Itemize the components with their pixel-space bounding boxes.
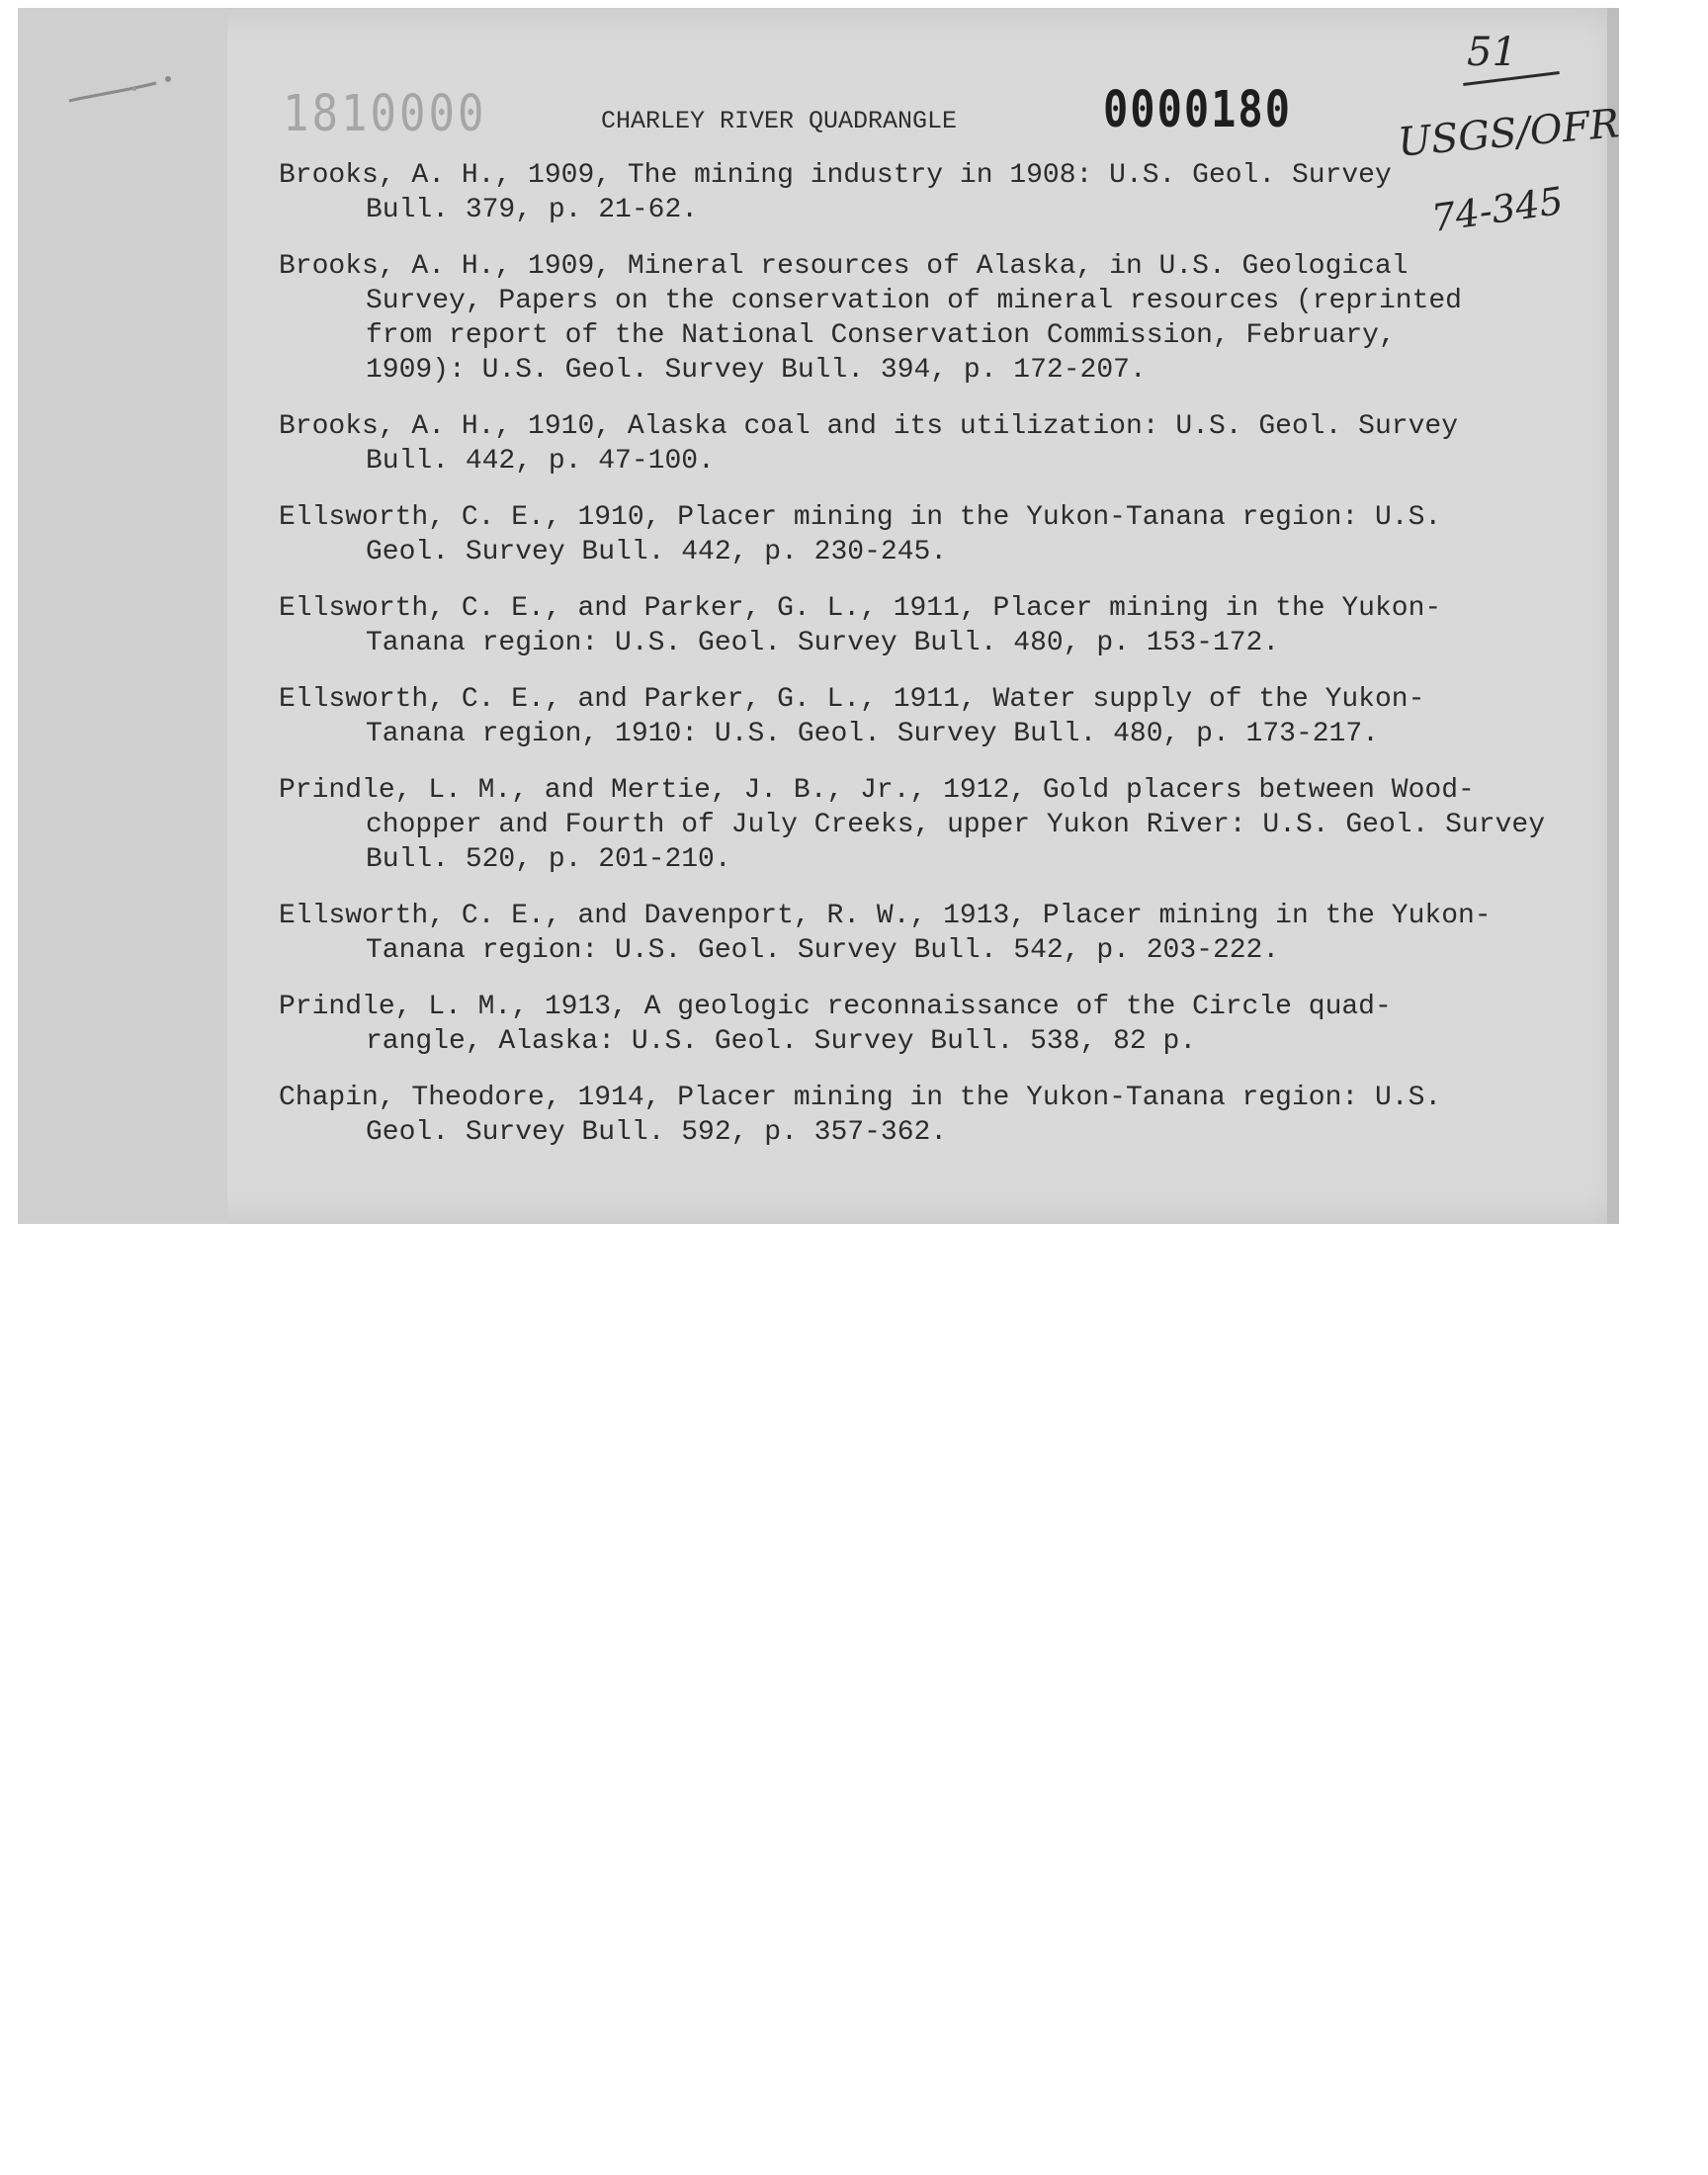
- reference-entry: Brooks, A. H., 1909, The mining industry in 1908: U.S. Geol. Survey Bull. 379, p. 21-62.: [279, 160, 1392, 225]
- reference-entry: Ellsworth, C. E., and Parker, G. L., 1911, Water supply of the Yukon- Tanana region, 1910: U.S. Geol. Survey Bull. 480, p. 173-217.: [279, 684, 1425, 749]
- handwritten-series: USGS/OFR: [1396, 101, 1622, 166]
- reference-entry: Brooks, A. H., 1910, Alaska coal and its utilization: U.S. Geol. Survey Bull. 442, p. 47-100.: [279, 411, 1458, 477]
- reference-entry: Ellsworth, C. E., and Parker, G. L., 1911, Placer mining in the Yukon- Tanana region: U.S. Geol. Survey Bull. 480, p. 153-172.: [279, 593, 1442, 658]
- scuff-mark: [65, 73, 184, 107]
- reference-list: [279, 158, 1613, 1172]
- faint-stamp-number: 1810000: [283, 85, 487, 143]
- handwritten-page-number: 51: [1467, 30, 1517, 75]
- reference-entry: Prindle, L. M., 1913, A geologic reconnaissance of the Circle quad- rangle, Alaska: U.S. Geol. Survey Bull. 538, 82 p.: [279, 992, 1392, 1057]
- reference-entry: Prindle, L. M., and Mertie, J. B., Jr., 1912, Gold placers between Wood- chopper and Fourth of July Creeks, upper Yukon River: U.S. Geol. Survey Bull. 520, p. 201-210.: [279, 775, 1545, 875]
- catalog-card: [18, 8, 1622, 1224]
- reference-entry: Ellsworth, C. E., and Davenport, R. W., 1913, Placer mining in the Yukon- Tanana region: U.S. Geol. Survey Bull. 542, p. 203-222.: [279, 901, 1492, 966]
- reference-entry: Brooks, A. H., 1909, Mineral resources of Alaska, in U.S. Geological Survey, Papers on the conservation of mineral resources (reprinted from report of the National Conservation Commission, February, 1909): U.S. Geol. Survey Bull. 394, p. 172-207.: [279, 251, 1462, 386]
- stamp-number: 0000180: [1103, 80, 1293, 138]
- card-margin-strip: [18, 8, 227, 1224]
- reference-entry: Ellsworth, C. E., 1910, Placer mining in the Yukon-Tanana region: U.S. Geol. Survey Bull. 442, p. 230-245.: [279, 502, 1442, 567]
- reference-entry: Chapin, Theodore, 1914, Placer mining in the Yukon-Tanana region: U.S. Geol. Survey Bull. 592, p. 357-362.: [279, 1083, 1442, 1148]
- handwritten-report-number: 74-345: [1428, 178, 1567, 241]
- card-title: CHARLEY RIVER QUADRANGLE: [601, 107, 958, 135]
